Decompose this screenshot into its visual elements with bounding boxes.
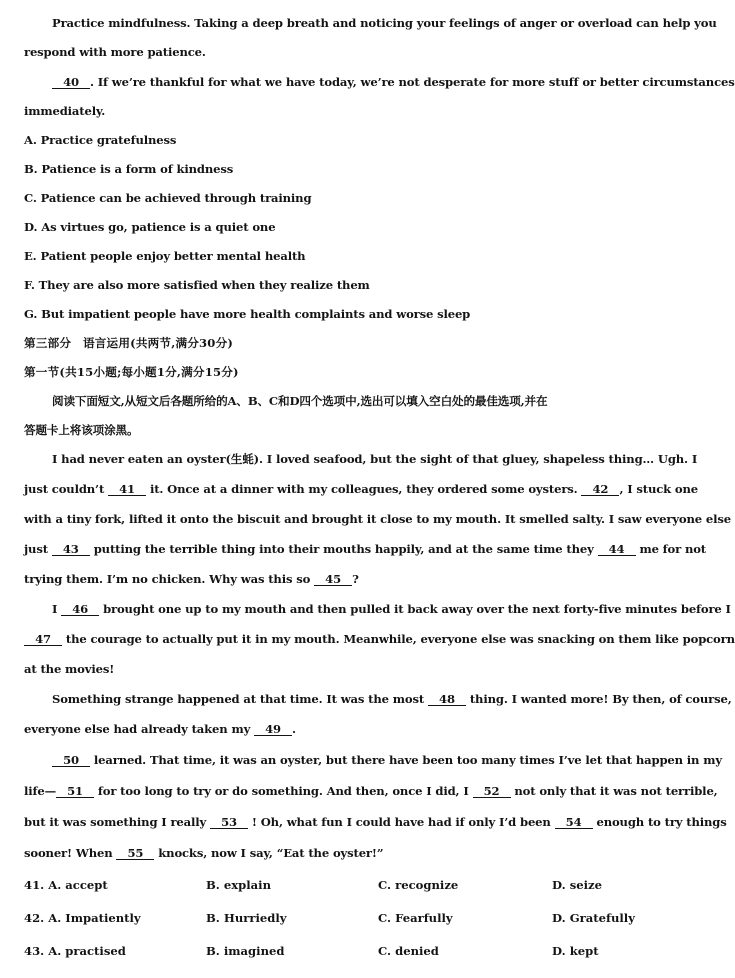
blank-52: 52 bbox=[473, 785, 511, 798]
q43-option-d: D. kept bbox=[552, 944, 599, 958]
blank-49: 49 bbox=[254, 723, 292, 736]
option-a: A. Practice gratefulness bbox=[24, 133, 177, 147]
q43-option-b: B. imagined bbox=[206, 944, 285, 958]
passage-line: life— 51 for too long to try or do something. And then, once I did, I 52 not only that it was not terrible, bbox=[24, 784, 718, 798]
blank-55: 55 bbox=[116, 847, 154, 860]
passage-line: Something strange happened at that time. It was the most 48 thing. I wanted more! By then, of course, bbox=[52, 692, 732, 706]
passage-line: but it was something I really 53 ! Oh, what fun I could have had if only I’d been 54 enough to try things bbox=[24, 815, 727, 829]
blank-48: 48 bbox=[428, 693, 466, 706]
option-g: G. But impatient people have more health complaints and worse sleep bbox=[24, 307, 471, 321]
passage-line: at the movies! bbox=[24, 662, 115, 676]
passage-line: 50 learned. That time, it was an oyster, but there have been too many times I’ve let that happen in my bbox=[52, 753, 670, 767]
blank-42: 42 bbox=[581, 483, 619, 496]
option-c: C. Patience can be achieved through training bbox=[24, 191, 312, 205]
passage-line: just 43 putting the terrible thing into their mouths happily, and at the same time they 44 me for not bbox=[24, 542, 707, 556]
section-one-heading: 第一节(共15小题;每小题1分,满分15分) bbox=[24, 365, 239, 379]
passage-line: 47 the courage to actually put it in my mouth. Meanwhile, everyone else was snacking on them like popcorn bbox=[24, 632, 670, 646]
q43-option-a: 43. A. practised bbox=[24, 944, 126, 958]
passage-line: I 46 brought one up to my mouth and then pulled it back away over the next forty-five minutes before I bbox=[52, 602, 731, 616]
passage-line: sooner! When 55 knocks, now I say, “Eat the oyster!” bbox=[24, 846, 384, 860]
blank-43: 43 bbox=[52, 543, 90, 556]
option-b: B. Patience is a form of kindness bbox=[24, 162, 234, 176]
q43-option-c: C. denied bbox=[378, 944, 439, 958]
blank-46: 46 bbox=[61, 603, 99, 616]
blank-41: 41 bbox=[108, 483, 146, 496]
passage-line: everyone else had already taken my 49 . bbox=[24, 722, 296, 736]
q42-option-c: C. Fearfully bbox=[378, 911, 453, 925]
blank-54: 54 bbox=[555, 816, 593, 829]
text-line: 40 . If we’re thankful for what we have today, we’re not desperate for more stuff or better circumstances bbox=[52, 75, 670, 89]
q41-option-d: D. seize bbox=[552, 878, 602, 892]
instruction-line: 答题卡上将该项涂黑。 bbox=[24, 423, 139, 437]
option-d: D. As virtues go, patience is a quiet one bbox=[24, 220, 276, 234]
blank-51: 51 bbox=[56, 785, 94, 798]
text-line: immediately. bbox=[24, 104, 106, 118]
passage-line: I had never eaten an oyster(生蚝). I loved seafood, but the sight of that gluey, shapeless thing… Ugh. I bbox=[52, 452, 698, 466]
q41-option-c: C. recognize bbox=[378, 878, 459, 892]
blank-50: 50 bbox=[52, 754, 90, 767]
blank-47: 47 bbox=[24, 633, 62, 646]
text-line: respond with more patience. bbox=[24, 45, 206, 59]
blank-45: 45 bbox=[314, 573, 352, 586]
q41-option-a: 41. A. accept bbox=[24, 878, 108, 892]
part-three-heading: 第三部分 语言运用(共两节,满分30分) bbox=[24, 336, 234, 350]
blank-53: 53 bbox=[210, 816, 248, 829]
blank-44: 44 bbox=[598, 543, 636, 556]
text-line: Practice mindfulness. Taking a deep breath and noticing your feelings of anger or overload can help you bbox=[52, 16, 717, 30]
blank-40: 40 bbox=[52, 76, 90, 89]
instruction-line: 阅读下面短文,从短文后各题所给的A、B、C和D四个选项中,选出可以填入空白处的最佳选项,并在 bbox=[52, 394, 548, 408]
passage-line: with a tiny fork, lifted it onto the biscuit and brought it close to my mouth. It smelled salty. I saw everyone else bbox=[24, 512, 731, 526]
q42-option-a: 42. A. Impatiently bbox=[24, 911, 141, 925]
option-f: F. They are also more satisfied when they realize them bbox=[24, 278, 370, 292]
q42-option-b: B. Hurriedly bbox=[206, 911, 287, 925]
option-e: E. Patient people enjoy better mental health bbox=[24, 249, 306, 263]
q42-option-d: D. Gratefully bbox=[552, 911, 635, 925]
passage-line: trying them. I’m no chicken. Why was this so 45 ? bbox=[24, 572, 359, 586]
q41-option-b: B. explain bbox=[206, 878, 272, 892]
passage-line: just couldn’t 41 it. Once at a dinner with my colleagues, they ordered some oysters. 42 , I stuck one bbox=[24, 482, 698, 496]
